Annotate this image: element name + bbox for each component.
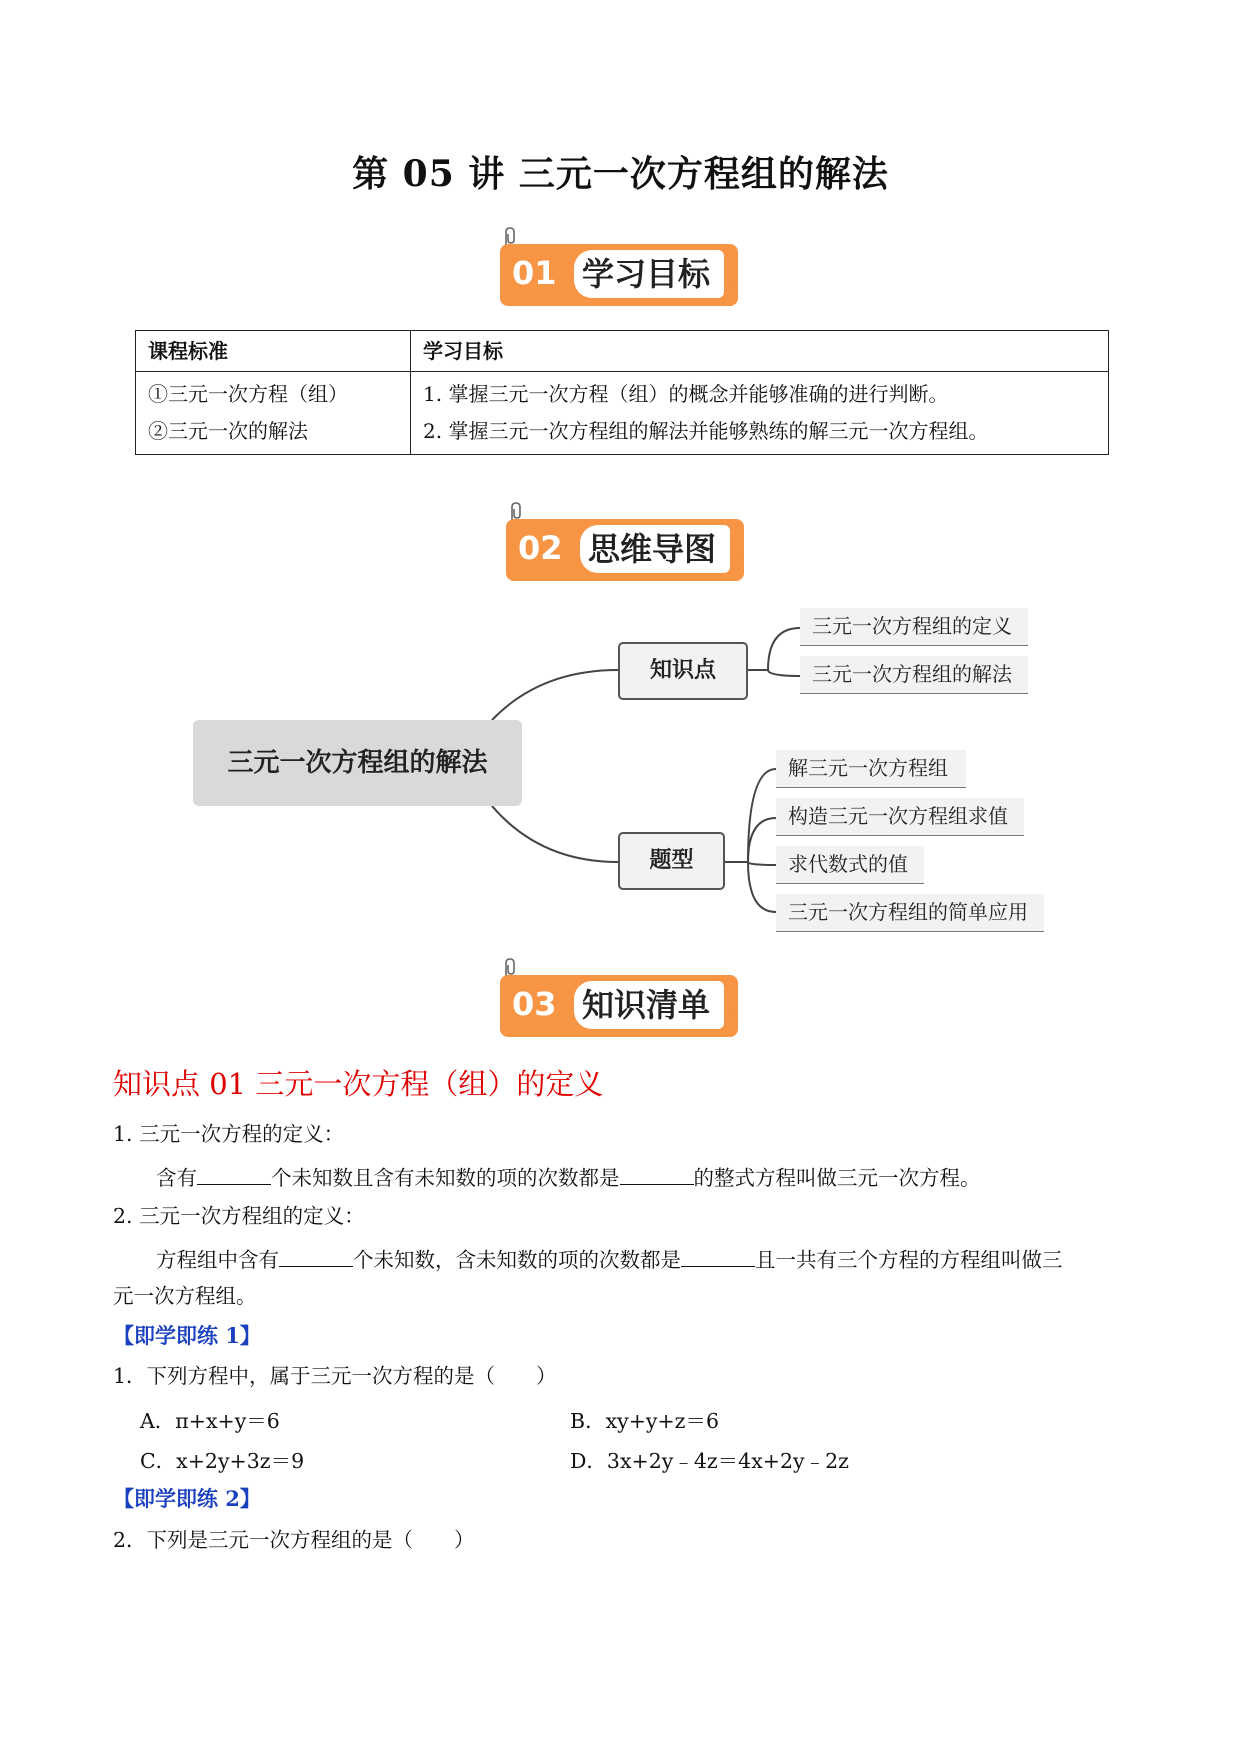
practice-1-tag: 【即学即练 1】 [113, 1323, 261, 1348]
option-d[interactable]: D．3x+2y﹣4z＝4x+2y﹣2z [570, 1449, 849, 1473]
mindmap-leaf: 三元一次方程组的解法 [800, 656, 1028, 694]
mindmap-branch-knowledge: 知识点 [618, 642, 748, 700]
text-fragment: 个未知数且含有未知数的项的次数都是 [271, 1166, 620, 1190]
definition-2-title: 2. 三元一次方程组的定义： [113, 1204, 365, 1228]
section-number: 02 [518, 529, 563, 567]
section-number: 01 [512, 254, 557, 292]
mindmap-leaf: 求代数式的值 [776, 846, 924, 884]
fill-blank[interactable] [681, 1244, 755, 1267]
option-a[interactable]: A．π+x+y＝6 [140, 1409, 280, 1433]
mindmap-branch-question-types: 题型 [618, 832, 725, 890]
definition-1-title: 1. 三元一次方程的定义： [113, 1122, 345, 1146]
section-label: 思维导图 [580, 525, 730, 573]
mindmap-root: 三元一次方程组的解法 [193, 720, 522, 806]
section-number: 03 [512, 985, 557, 1023]
practice-1-question: 1．下列方程中，属于三元一次方程的是（ ） [113, 1364, 557, 1388]
text-fragment: 的整式方程叫做三元一次方程。 [693, 1166, 981, 1190]
mindmap-leaf: 三元一次方程组的简单应用 [776, 894, 1044, 932]
standards-table [135, 330, 1109, 455]
fill-blank[interactable] [279, 1244, 353, 1267]
option-c[interactable]: C．x+2y+3z＝9 [140, 1449, 305, 1473]
text-fragment: 且一共有三个方程的方程组叫做三 [755, 1248, 1063, 1272]
section-label: 学习目标 [574, 250, 724, 298]
section-badge-03 [500, 975, 742, 1037]
section-badge-01 [500, 244, 742, 306]
fill-blank[interactable] [620, 1162, 694, 1185]
text-fragment: 含有 [156, 1166, 197, 1190]
table-header-standard: 课程标准 [136, 331, 411, 372]
mindmap-leaf: 三元一次方程组的定义 [800, 608, 1028, 646]
standard-item-2: ②三元一次的解法 [148, 419, 308, 443]
practice-2-question: 2．下列是三元一次方程组的是（ ） [113, 1528, 475, 1552]
goal-item-1: 1. 掌握三元一次方程（组）的概念并能够准确的进行判断。 [423, 382, 949, 406]
text-fragment: 个未知数，含未知数的项的次数都是 [353, 1248, 681, 1272]
definition-2-continued: 元一次方程组。 [113, 1284, 257, 1308]
definition-2-text [156, 1244, 1063, 1274]
knowledge-heading: 知识点 01 三元一次方程（组）的定义 [113, 1067, 604, 1101]
section-badge-02 [506, 519, 748, 581]
option-b[interactable]: B．xy+y+z＝6 [570, 1409, 719, 1433]
mindmap-leaf: 解三元一次方程组 [776, 750, 966, 788]
fill-blank[interactable] [197, 1162, 271, 1185]
standard-item-1: ①三元一次方程（组） [148, 382, 348, 406]
section-label: 知识清单 [574, 981, 724, 1029]
table-header-goal: 学习目标 [411, 331, 1109, 372]
practice-2-tag: 【即学即练 2】 [113, 1486, 261, 1511]
page-title: 第 05 讲 三元一次方程组的解法 [352, 153, 889, 195]
goal-item-2: 2. 掌握三元一次方程组的解法并能够熟练的解三元一次方程组。 [423, 419, 989, 443]
mindmap-leaf: 构造三元一次方程组求值 [776, 798, 1024, 836]
definition-1-text [156, 1162, 981, 1192]
text-fragment: 方程组中含有 [156, 1248, 279, 1272]
